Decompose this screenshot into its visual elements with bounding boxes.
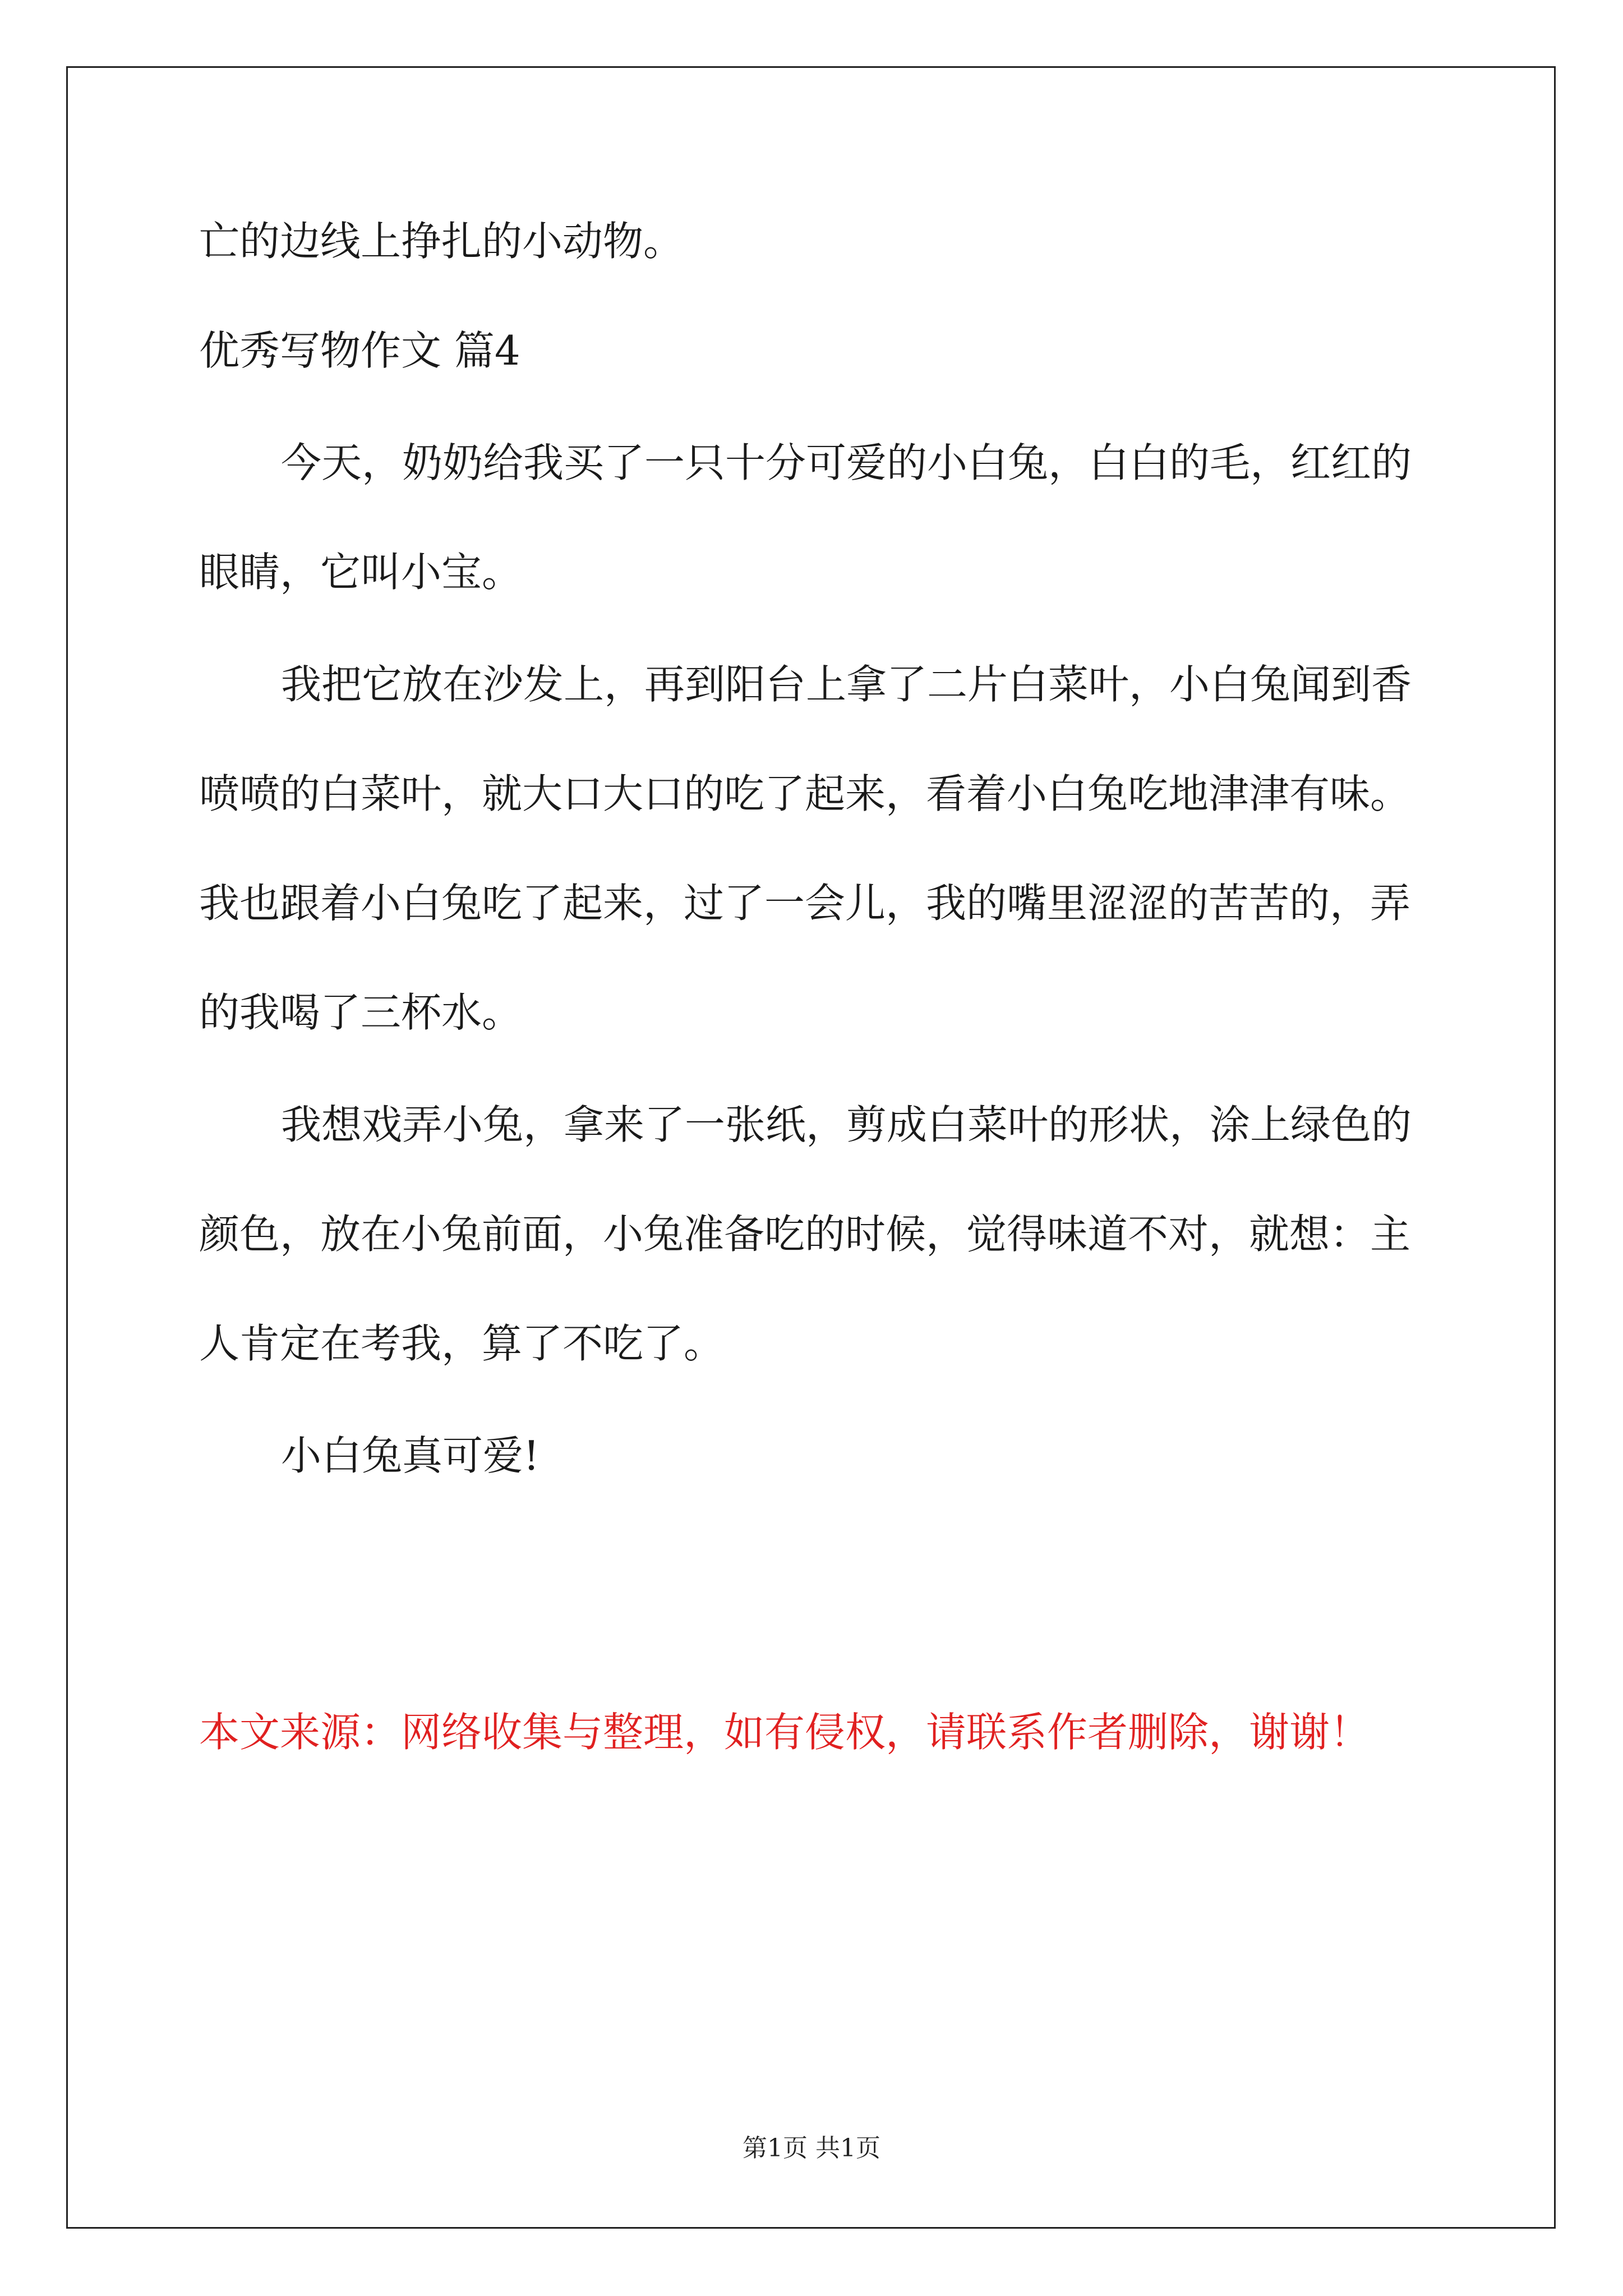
- page-footer: 第1页 共1页: [743, 2134, 880, 2162]
- paragraph-3-line-3: 人肯定在考我，算了不吃了。: [199, 1320, 725, 1367]
- paragraph-2-line-4: 的我喝了三杯水。: [199, 989, 523, 1036]
- paragraph-2-line-3: 我也跟着小白兔吃了起来，过了一会儿，我的嘴里涩涩的苦苦的，弄: [199, 880, 1411, 927]
- paragraph-3-line-2: 颜色，放在小兔前面，小兔准备吃的时候，觉得味道不对，就想：主: [199, 1211, 1411, 1258]
- text-line-continuation: 亡的边线上挣扎的小动物。: [199, 218, 684, 265]
- paragraph-2-line-1: 我把它放在沙发上，再到阳台上拿了二片白菜叶，小白兔闻到香: [281, 661, 1412, 708]
- paragraph-4-line-1: 小白兔真可爱!: [281, 1432, 540, 1479]
- paragraph-2-line-2: 喷喷的白菜叶，就大口大口的吃了起来，看着小白兔吃地津津有味。: [199, 770, 1411, 817]
- paragraph-1-line-1: 今天，奶奶给我买了一只十分可爱的小白兔，白白的毛，红红的: [281, 439, 1412, 486]
- section-heading: 优秀写物作文 篇4: [199, 327, 520, 374]
- paragraph-3-line-1: 我想戏弄小兔，拿来了一张纸，剪成白菜叶的形状，涂上绿色的: [281, 1101, 1412, 1148]
- paragraph-1-line-2: 眼睛，它叫小宝。: [199, 549, 523, 596]
- copyright-notice: 本文来源：网络收集与整理，如有侵权，请联系作者删除，谢谢！: [199, 1709, 1371, 1756]
